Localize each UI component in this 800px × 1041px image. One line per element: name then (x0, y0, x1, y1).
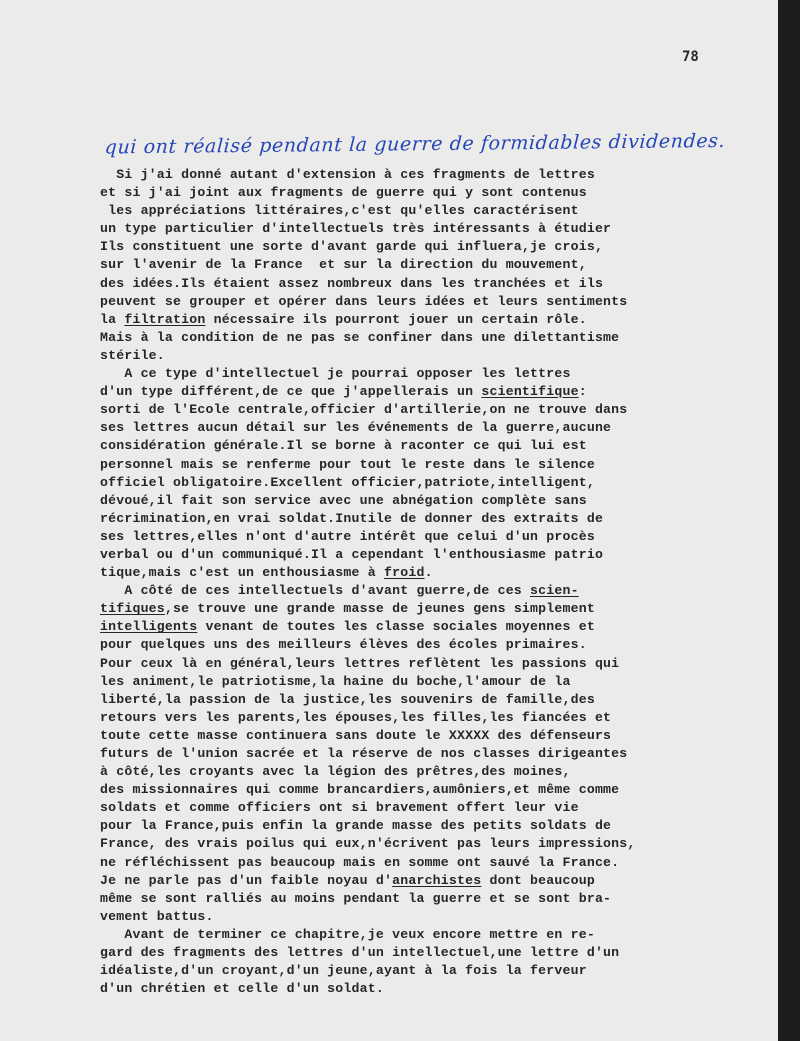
page-number: 78 (682, 49, 699, 65)
underlined-word: filtration (124, 311, 206, 327)
line-text: considération générale.Il se borne à raconter ce qui lui est (100, 438, 587, 454)
line-text-after: . (424, 565, 433, 581)
text-line (100, 528, 780, 546)
text-line (100, 600, 780, 618)
text-line (100, 727, 780, 745)
text-line (100, 437, 780, 455)
text-line (100, 618, 780, 636)
line-text-after: dont beaucoup (481, 872, 595, 888)
text-line (100, 890, 780, 908)
line-text: ses lettres,elles n'ont d'autre intérêt que celui d'un procès (100, 528, 595, 544)
text-line (100, 962, 780, 980)
text-line (100, 275, 780, 293)
line-text: gard des fragments des lettres d'un intellectuel,une lettre d'un (100, 945, 620, 961)
text-line (100, 492, 780, 510)
text-line (100, 673, 780, 691)
text-line (100, 763, 780, 781)
text-line (100, 691, 780, 709)
line-text-after: ,se trouve une grande masse de jeunes gens simplement (164, 601, 595, 617)
underlined-word: scientifique (481, 384, 579, 400)
line-text-after: nécessaire ils pourront jouer un certain rôle. (205, 311, 587, 327)
underlined-word: intelligents (100, 619, 198, 635)
text-line (100, 872, 780, 890)
line-text: idéaliste,d'un croyant,d'un jeune,ayant à la fois la ferveur (100, 963, 587, 979)
text-line (100, 202, 780, 220)
scan-edge (778, 0, 800, 1041)
line-text-after: : (578, 384, 587, 400)
text-line (100, 546, 780, 564)
line-text: Je ne parle pas d'un faible noyau d' (100, 872, 393, 888)
line-text: les animent,le patriotisme,la haine du boche,l'amour de la (100, 673, 571, 689)
text-line (100, 854, 780, 872)
line-text: sur l'avenir de la France et sur la direction du mouvement, (100, 257, 587, 273)
text-line (100, 419, 780, 437)
line-text: des idées.Ils étaient assez nombreux dans les tranchées et ils (100, 275, 604, 291)
line-text: même se sont ralliés au moins pendant la guerre et se sont bra- (100, 890, 612, 906)
text-line (100, 474, 780, 492)
text-line (100, 835, 780, 853)
text-line (100, 347, 780, 365)
text-line (100, 817, 780, 835)
text-line (100, 166, 780, 184)
underlined-word: anarchistes (392, 872, 482, 888)
line-text: A ce type d'intellectuel je pourrai opposer les lettres (100, 366, 571, 382)
line-text: vement battus. (100, 908, 214, 924)
line-text: ses lettres aucun détail sur les événements de la guerre,aucune (100, 420, 612, 436)
line-text: tique,mais c'est un enthousiasme à (100, 565, 384, 581)
text-line (100, 926, 780, 944)
line-text: A côté de ces intellectuels d'avant guerre,de ces (100, 583, 531, 599)
line-text: Pour ceux là en général,leurs lettres reflètent les passions qui (100, 655, 620, 671)
text-line (100, 238, 780, 256)
underlined-word: froid (383, 565, 425, 581)
text-line (100, 980, 780, 998)
line-text: stérile. (100, 347, 165, 363)
line-text: d'un chrétien et celle d'un soldat. (100, 981, 384, 997)
text-line (100, 781, 780, 799)
text-line (100, 636, 780, 654)
text-line (100, 564, 780, 582)
line-text: un type particulier d'intellectuels très intéressants à étudier (100, 221, 612, 237)
text-line (100, 401, 780, 419)
text-line (100, 383, 780, 401)
text-line (100, 745, 780, 763)
line-text: sorti de l'Ecole centrale,officier d'artillerie,on ne trouve dans (100, 402, 628, 418)
line-text: soldats et comme officiers ont si bravement offert leur vie (100, 800, 579, 816)
line-text: verbal ou d'un communiqué.Il a cependant l'enthousiasme patrio (100, 546, 604, 562)
text-line (100, 456, 780, 474)
line-text: Avant de terminer ce chapitre,je veux encore mettre en re- (100, 926, 595, 942)
line-text: la (100, 311, 125, 327)
line-text: Mais à la condition de ne pas se confiner dans une dilettantisme (100, 329, 620, 345)
line-text-after: venant de toutes les classe sociales moyennes et (197, 619, 595, 635)
line-text: personnel mais se renferme pour tout le reste dans le silence (100, 456, 595, 472)
line-text: France, des vrais poilus qui eux,n'écrivent pas leurs impressions, (100, 836, 636, 852)
text-line (100, 184, 780, 202)
typed-text-body (100, 166, 780, 998)
line-text: récrimination,en vrai soldat.Inutile de donner des extraits de (100, 510, 604, 526)
line-text: Ils constituent une sorte d'avant garde qui influera,je crois, (100, 239, 604, 255)
text-line (100, 709, 780, 727)
line-text: futurs de l'union sacrée et la réserve de nos classes dirigeantes (100, 746, 628, 761)
text-line (100, 220, 780, 238)
text-line (100, 256, 780, 274)
text-line (100, 908, 780, 926)
line-text: pour quelques uns des meilleurs élèves des écoles primaires. (100, 637, 587, 653)
line-text: à côté,les croyants avec la légion des prêtres,des moines, (100, 764, 571, 780)
line-text: des missionnaires qui comme brancardiers,aumôniers,et même comme (100, 782, 620, 798)
line-text: d'un type différent,de ce que j'appellerais un (100, 384, 482, 400)
line-text: officiel obligatoire.Excellent officier,patriote,intelligent, (100, 474, 595, 490)
line-text: les appréciations littéraires,c'est qu'elles caractérisent (100, 203, 579, 219)
underlined-word: scien- (530, 583, 579, 599)
line-text: dévoué,il fait son service avec une abnégation complète sans (100, 492, 587, 508)
line-text: ne réfléchissent pas beaucoup mais en somme ont sauvé la France. (100, 854, 620, 870)
line-text: retours vers les parents,les épouses,les filles,les fiancées et (100, 709, 612, 725)
underlined-word: tifiques (100, 601, 165, 617)
line-text: et si j'ai joint aux fragments de guerre qui y sont contenus (100, 185, 587, 201)
text-line (100, 655, 780, 673)
text-line (100, 329, 780, 347)
line-text: Si j'ai donné autant d'extension à ces fragments de lettres (100, 167, 595, 182)
line-text: peuvent se grouper et opérer dans leurs idées et leurs sentiments (100, 293, 628, 309)
line-text: toute cette masse continuera sans doute le XXXXX des défenseurs (100, 727, 612, 743)
handwritten-annotation: qui ont réalisé pendant la guerre de formidables dividendes. (104, 129, 726, 159)
line-text: liberté,la passion de la justice,les souvenirs de famille,des (100, 691, 595, 707)
text-line (100, 582, 780, 600)
text-line (100, 510, 780, 528)
text-line (100, 293, 780, 311)
text-line (100, 799, 780, 817)
text-line (100, 944, 780, 962)
line-text: pour la France,puis enfin la grande masse des petits soldats de (100, 818, 612, 834)
text-line (100, 311, 780, 329)
text-line (100, 365, 780, 383)
